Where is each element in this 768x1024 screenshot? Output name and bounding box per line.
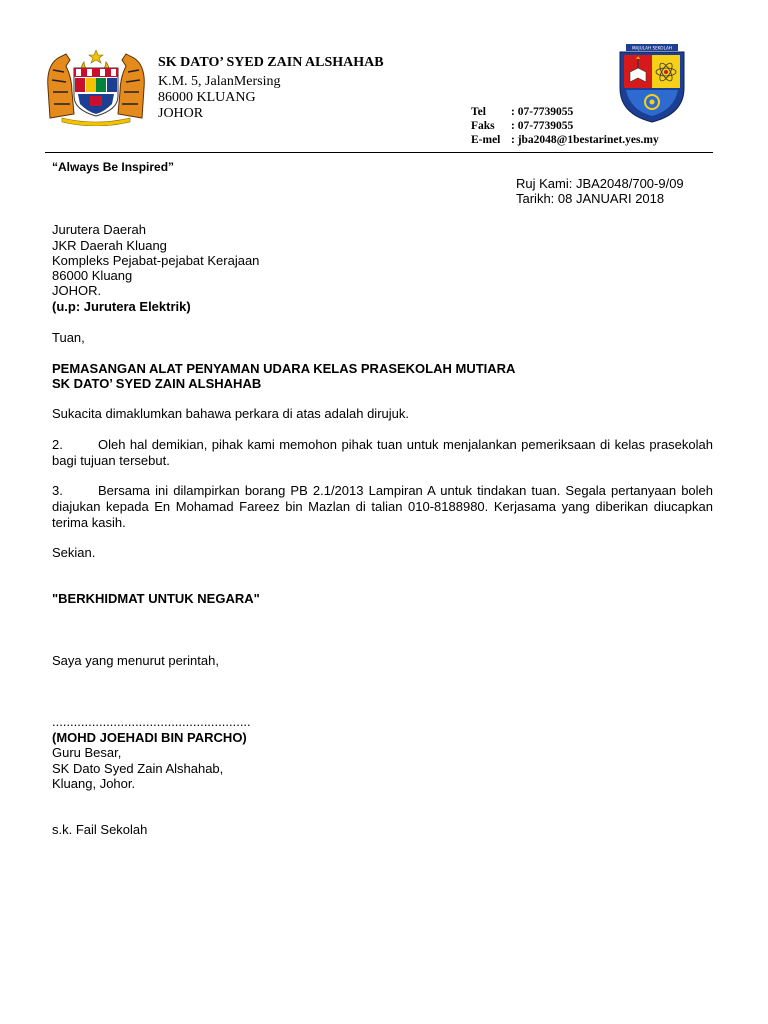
signatory-location: Kluang, Johor. — [52, 776, 136, 791]
recipient-line: Jurutera Daerah — [52, 222, 146, 237]
contact-fax-label: Faks — [471, 120, 495, 132]
paragraph-2 — [52, 437, 713, 469]
address-line-postcode: 86000 KLUANG — [158, 90, 256, 105]
closing-slogan: "BERKHIDMAT UNTUK NEGARA" — [52, 591, 260, 606]
paragraph-2-number: 2. — [52, 437, 63, 452]
recipient-line: Kompleks Pejabat-pejabat Kerajaan — [52, 253, 260, 268]
reference-number: Ruj Kami: JBA2048/700-9/09 — [516, 176, 684, 191]
closing-sekian: Sekian. — [52, 545, 96, 560]
carbon-copy: s.k. Fail Sekolah — [52, 822, 148, 837]
address-line-state: JOHOR — [158, 106, 204, 121]
contact-tel-label: Tel — [471, 106, 486, 118]
contact-email — [471, 133, 659, 147]
recipient-attention: (u.p: Jurutera Elektrik) — [52, 299, 191, 314]
signatory-title: Guru Besar, — [52, 745, 122, 760]
closing-yang-menurut: Saya yang menurut perintah, — [52, 653, 219, 668]
paragraph-3-text: Bersama ini dilampirkan borang PB 2.1/2013 Lampiran A untuk tindakan tuan. Segala pertanyaan boleh diajukan kepada En Mohamad Fareez bin Mazlan di talian 010-8188980. Kerjasama yang diberikan diucapkan terima kasih. — [52, 483, 713, 530]
paragraph-2-text: Oleh hal demikian, pihak kami memohon pihak tuan untuk menjalankan pemeriksaan di kelas prasekolah bagi tujuan tersebut. — [52, 437, 713, 468]
recipient-line: JKR Daerah Kluang — [52, 238, 167, 253]
malaysia-coat-of-arms-logo — [44, 48, 148, 126]
subject-line: SK DATO’ SYED ZAIN ALSHAHAB — [52, 376, 262, 391]
signature-line: ....................................................... — [52, 714, 251, 729]
letter-date: Tarikh: 08 JANUARI 2018 — [516, 191, 665, 206]
signatory-school: SK Dato Syed Zain Alshahab, — [52, 761, 224, 776]
school-motto: “Always Be Inspired” — [52, 160, 175, 174]
subject-line: PEMASANGAN ALAT PENYAMAN UDARA KELAS PRASEKOLAH MUTIARA — [52, 361, 516, 376]
contact-email-value: : jba2048@1bestarinet.yes.my — [511, 134, 659, 146]
signatory-name: (MOHD JOEHADI BIN PARCHO) — [52, 730, 247, 745]
paragraph-1: Sukacita dimaklumkan bahawa perkara di atas adalah dirujuk. — [52, 406, 409, 421]
contact-fax-value: : 07-7739055 — [511, 120, 574, 132]
contact-email-label: E-mel — [471, 134, 501, 146]
crest-banner-text: MAJULAH SEKOLAH — [631, 45, 673, 51]
school-name: SK DATO’ SYED ZAIN ALSHAHAB — [158, 55, 384, 70]
contact-fax — [471, 119, 573, 133]
paragraph-3-number: 3. — [52, 483, 63, 498]
recipient-line: JOHOR. — [52, 283, 102, 298]
paragraph-3 — [52, 483, 713, 531]
salutation: Tuan, — [52, 330, 85, 345]
recipient-line: 86000 Kluang — [52, 268, 133, 283]
contact-tel — [471, 105, 573, 119]
letterhead-divider — [45, 152, 713, 153]
address-line-street: K.M. 5, JalanMersing — [158, 74, 281, 89]
school-crest-logo — [616, 42, 688, 124]
contact-tel-value: : 07-7739055 — [511, 106, 574, 118]
